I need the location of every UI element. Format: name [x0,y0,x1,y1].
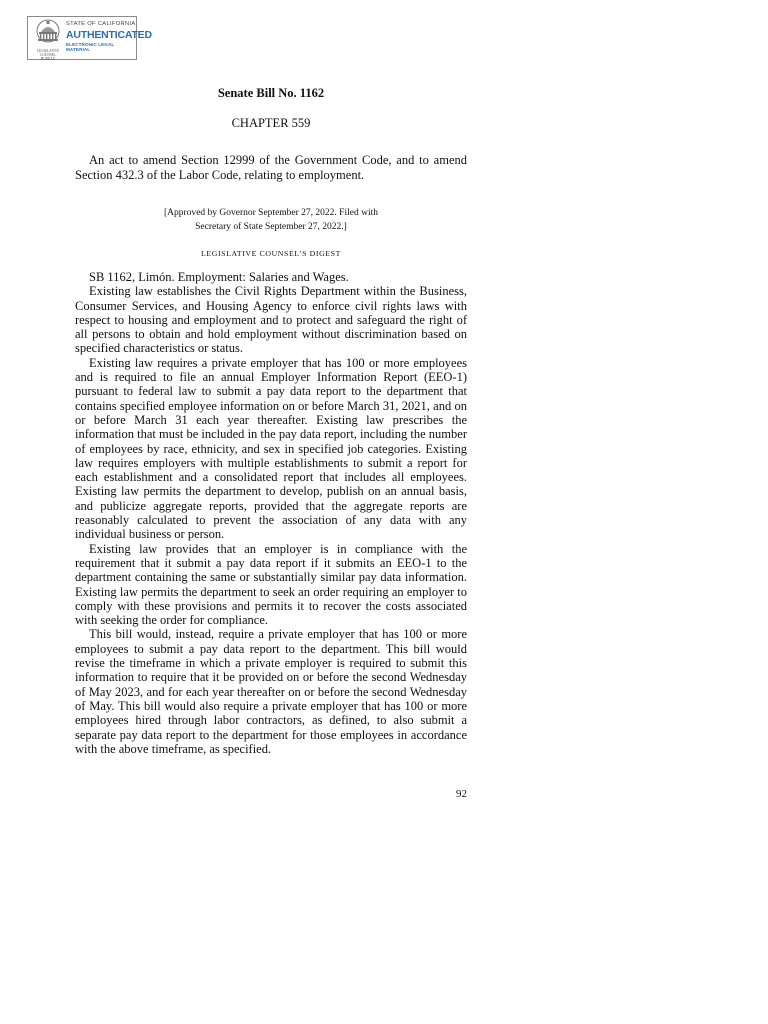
chapter-heading: CHAPTER 559 [231,116,311,130]
approval-note [148,206,394,234]
act-description: An act to amend Section 12999 of the Government Code, and to amend Section 432.3 of the Labor Code, relating to employment. [75,153,467,182]
digest-paragraph: Existing law provides that an employer is in compliance with the requirement that it submit a pay data report if it submits an EEO-1 to the department containing the same or substantially similar pay data information. Existing law permits the department to seek an order requiring an employer to comply with these provisions and permits it to recover the costs associated with seeking the order for compliance. [75,541,467,628]
bill-title: Senate Bill No. 1162 [217,86,325,100]
authenticated-label: AUTHENTICATED [66,29,152,41]
page-number: 92 [456,788,467,800]
digest-heading: LEGISLATIVE COUNSEL’S DIGEST [201,249,341,258]
state-label: STATE OF CALIFORNIA [66,21,136,27]
digest-body [75,270,467,756]
digest-paragraph: Existing law establishes the Civil Rights Department within the Business, Consumer Services, and Housing Agency to enforce civil rights laws with respect to housing and employment and to protect and safeguard the right of all persons to obtain and hold employment without discrimination based on specified characteristics or status. [75,284,467,356]
approval-line: [Approved by Governor September 27, 2022. Filed with [164,208,378,218]
material-label: ELECTRONIC LEGAL MATERIAL [66,42,115,52]
bureau-label: LEGISLATIVE COUNSEL BUREAU [36,49,60,61]
authentication-seal [27,16,152,61]
approval-line: Secretary of State September 27, 2022.] [195,222,347,232]
digest-paragraph: SB 1162, Limón. Employment: Salaries and Wages. [89,270,349,284]
digest-paragraph: This bill would, instead, require a private employer that has 100 or more employees to submit a pay data report to the department. This bill would revise the timeframe in which a private employer is required to submit this information to require that it be provided on or before the second Wednesday of May 2023, and for each year thereafter on or before the second Wednesday of May. This bill would also require a private employer that has 100 or more employees hired through labor contractors, as defined, to also submit a separate pay data report to the department for those employees in accordance with the above timeframe, as specified. [75,627,467,756]
digest-paragraph: Existing law requires a private employer that has 100 or more employees and is required to file an annual Employer Information Report (EEO-1) pursuant to federal law to submit a pay data report to the department that contains specified employee information on or before March 31, 2021, and on or before March 31 each year thereafter. Existing law prescribes the information that must be included in the pay data report, including the number of employees by race, ethnicity, and sex in specified job categories. Existing law requires employers with multiple establishments to submit a report for each establishment and a consolidated report that includes all employees. Existing law permits the department to develop, publish on an annual basis, and publicize aggregate reports, provided that the aggregate reports are reasonably calculated to prevent the association of any data with any individual business or person. [75,355,467,542]
